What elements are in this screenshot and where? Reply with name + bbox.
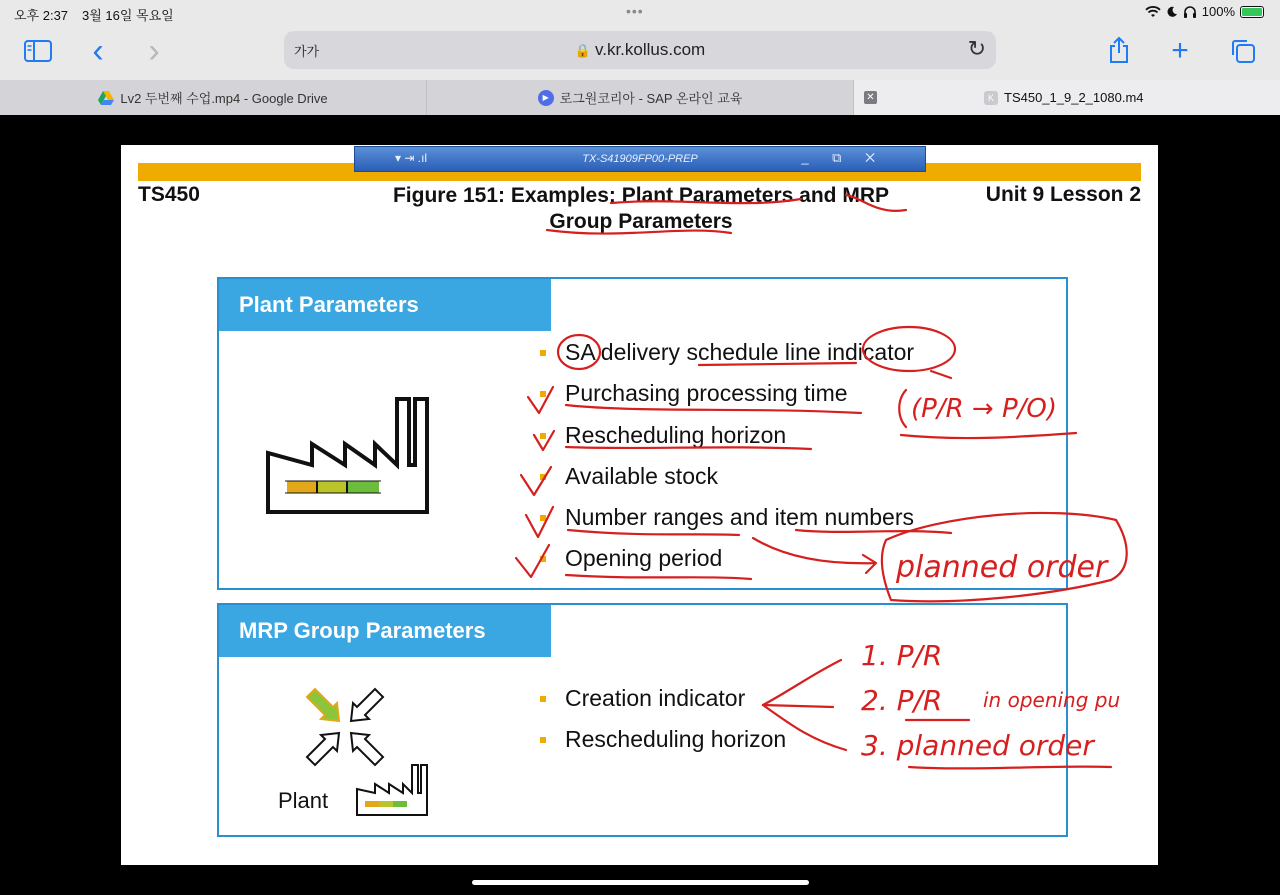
tab-label: TS450_1_9_2_1080.m4 bbox=[1004, 90, 1144, 105]
sidebar-icon[interactable] bbox=[22, 36, 54, 66]
status-date: 3월 16일 목요일 bbox=[82, 8, 174, 23]
mrp-group-parameters-title: MRP Group Parameters bbox=[219, 605, 551, 657]
plant-parameters-title: Plant Parameters bbox=[219, 279, 551, 331]
status-time: 오후 2:37 bbox=[14, 8, 69, 23]
list-item: Purchasing processing time bbox=[537, 380, 914, 421]
plant-parameters-list bbox=[537, 339, 914, 587]
plant-label: Plant bbox=[278, 788, 329, 813]
factory-icon bbox=[265, 395, 435, 515]
remote-window-title: TX-S41909FP00-PREP bbox=[582, 153, 698, 165]
annotation-pr-po: (P/R → P/O) bbox=[911, 394, 1058, 424]
annotation-list-1: 1. P/R bbox=[861, 639, 943, 672]
remote-desktop-bar[interactable] bbox=[354, 146, 926, 172]
lecture-slide bbox=[121, 145, 1158, 865]
list-item: Rescheduling horizon bbox=[537, 726, 786, 767]
plant-parameters-box bbox=[217, 277, 1068, 590]
status-indicators bbox=[1145, 4, 1264, 19]
small-factory-icon bbox=[355, 763, 431, 817]
list-item: Creation indicator bbox=[537, 685, 786, 726]
lock-icon: 🔒 bbox=[574, 43, 591, 58]
slide-title-line2: Group Parameters bbox=[549, 210, 733, 233]
browser-toolbar bbox=[0, 26, 1280, 80]
mrp-group-parameters-box bbox=[217, 603, 1068, 837]
annotation-list-3: 3. planned order bbox=[861, 729, 1094, 762]
list-item: Available stock bbox=[537, 463, 914, 504]
annotation-planned-order: planned order bbox=[896, 550, 1108, 585]
tab-label: Lv2 두번째 수업.mp4 - Google Drive bbox=[120, 91, 328, 106]
back-button[interactable]: ‹ bbox=[92, 32, 104, 70]
home-indicator[interactable] bbox=[472, 880, 809, 885]
tab-bar bbox=[0, 80, 1280, 115]
tab-google-drive[interactable] bbox=[0, 80, 427, 115]
course-code: TS450 bbox=[138, 183, 200, 206]
close-tab-icon[interactable]: ✕ bbox=[864, 91, 877, 104]
list-item: Number ranges and item numbers bbox=[537, 504, 914, 545]
tab-logone-korea[interactable] bbox=[427, 80, 854, 115]
annotation-list-2: 2. P/R bbox=[861, 684, 943, 717]
video-player[interactable] bbox=[0, 115, 1280, 895]
share-button[interactable] bbox=[1103, 36, 1135, 66]
tabs-overview-button[interactable] bbox=[1227, 36, 1259, 66]
headphones-icon bbox=[1183, 6, 1197, 18]
reload-icon[interactable]: ↻ bbox=[967, 36, 986, 61]
google-drive-icon bbox=[98, 91, 114, 105]
list-item: Rescheduling horizon bbox=[537, 422, 914, 463]
play-icon: ▶ bbox=[538, 90, 554, 106]
wifi-icon bbox=[1145, 6, 1161, 18]
address-bar[interactable] bbox=[284, 31, 996, 69]
list-item: Opening period bbox=[537, 545, 914, 586]
annotation-list-2-suffix: in opening pu bbox=[983, 688, 1121, 712]
text-size-button[interactable]: 가가 bbox=[294, 44, 320, 59]
unit-lesson: Unit 9 Lesson 2 bbox=[985, 183, 1141, 206]
multitasking-dots[interactable]: ••• bbox=[626, 3, 644, 19]
forward-button[interactable]: › bbox=[148, 32, 160, 70]
mrp-group-parameters-list bbox=[537, 685, 786, 768]
tab-label: 로그원코리아 - SAP 온라인 교육 bbox=[559, 91, 743, 106]
tab-video[interactable] bbox=[854, 80, 1280, 115]
list-item: SA delivery schedule line indicator bbox=[537, 339, 914, 380]
battery-percent: 100% bbox=[1201, 4, 1235, 19]
remote-window-controls[interactable]: _ ⧉ ✕ bbox=[801, 150, 885, 165]
slide-title bbox=[361, 183, 921, 235]
slide-title-line1: Figure 151: Examples: Plant Parameters and MRP bbox=[392, 184, 889, 207]
battery-icon bbox=[1240, 6, 1264, 18]
new-tab-button[interactable]: + bbox=[1171, 34, 1189, 67]
kollus-favicon-icon: K bbox=[984, 91, 998, 105]
moon-icon bbox=[1166, 6, 1178, 18]
url-display[interactable] bbox=[284, 40, 996, 60]
status-bar bbox=[0, 0, 1280, 26]
consolidate-arrows-icon bbox=[305, 687, 385, 767]
remote-connection-icons[interactable]: ▾ ⇥ .ıl bbox=[395, 151, 428, 165]
url-text: v.kr.kollus.com bbox=[594, 40, 706, 59]
